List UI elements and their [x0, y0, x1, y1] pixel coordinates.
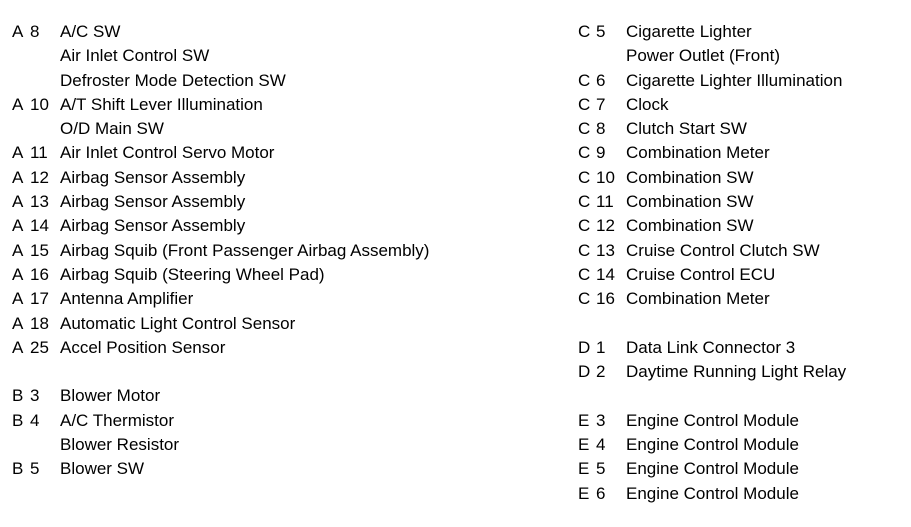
component-name: Airbag Sensor Assembly: [60, 192, 246, 212]
connector-letter: A: [12, 143, 24, 163]
connector-number: 4: [30, 410, 40, 430]
connector-number: 11: [596, 192, 614, 212]
component-row: [578, 409, 846, 433]
connector-number: 3: [30, 386, 40, 406]
connector-number: 17: [30, 289, 49, 309]
connector-letter: C: [578, 22, 591, 41]
component-name: Cigarette Lighter Illumination: [626, 70, 843, 90]
component-row: [12, 117, 429, 141]
connector-letter: E: [578, 435, 590, 455]
component-name: A/C SW: [60, 22, 121, 41]
connector-letter: E: [578, 459, 590, 479]
component-name: Clutch Start SW: [626, 119, 747, 139]
component-name: Combination SW: [626, 192, 754, 212]
connector-letter: E: [578, 483, 590, 503]
connector-number: 16: [596, 289, 615, 309]
component-row: [12, 457, 429, 481]
connector-number: [30, 44, 60, 68]
connector-number: 16: [30, 264, 49, 284]
connector-letter: A: [12, 313, 24, 333]
connector-letter: C: [578, 240, 591, 260]
component-name: Cigarette Lighter: [626, 22, 752, 41]
component-name: Blower SW: [60, 459, 145, 479]
component-name: Combination SW: [626, 216, 754, 236]
connector-letter: C: [578, 192, 591, 212]
component-name: Engine Control Module: [626, 483, 799, 503]
component-row: [578, 166, 846, 190]
connector-number: 18: [30, 313, 49, 333]
connector-letter: [578, 44, 596, 68]
connector-letter: D: [578, 362, 591, 382]
connector-letter: A: [12, 337, 24, 357]
component-row: [12, 20, 429, 44]
component-row: [12, 384, 429, 408]
connector-letter: A: [12, 94, 24, 114]
component-row: [12, 214, 429, 238]
connector-number: 25: [30, 337, 49, 357]
connector-number: 12: [30, 167, 49, 187]
component-name: Cruise Control Clutch SW: [626, 240, 820, 260]
component-name: Clock: [626, 94, 669, 114]
component-name: O/D Main SW: [60, 119, 164, 139]
connector-number: [30, 117, 60, 141]
connector-letter: C: [578, 70, 591, 90]
component-row: [578, 263, 846, 287]
connector-letter: [12, 69, 30, 93]
connector-number: 10: [30, 94, 49, 114]
component-row: [578, 20, 846, 44]
component-name: Accel Position Sensor: [60, 337, 226, 357]
component-name: Antenna Amplifier: [60, 289, 194, 309]
connector-number: 2: [596, 362, 606, 382]
component-row: [578, 384, 846, 408]
component-row: [578, 312, 846, 336]
component-name: A/T Shift Lever Illumination: [60, 94, 263, 114]
component-name: Airbag Sensor Assembly: [60, 216, 246, 236]
component-row: [12, 190, 429, 214]
connector-number: 13: [30, 192, 49, 212]
component-row: [12, 263, 429, 287]
connector-letter: B: [12, 386, 24, 406]
connector-letter: B: [12, 459, 24, 479]
connector-number: 7: [596, 94, 606, 114]
component-row: [578, 433, 846, 457]
component-row: [578, 287, 846, 311]
connector-letter: A: [12, 240, 24, 260]
component-name: Daytime Running Light Relay: [626, 362, 847, 382]
component-row: [578, 141, 846, 165]
connector-letter: [578, 312, 596, 336]
component-name: Automatic Light Control Sensor: [60, 313, 296, 333]
component-name: A/C Thermistor: [60, 410, 174, 430]
connector-letter: A: [12, 192, 24, 212]
component-row: [578, 117, 846, 141]
connector-letter: [578, 384, 596, 408]
component-row: [12, 287, 429, 311]
component-name: Airbag Squib (Front Passenger Airbag Assembly): [60, 240, 430, 260]
component-row: [12, 166, 429, 190]
connector-number: 8: [596, 119, 606, 139]
connector-number: [596, 44, 626, 68]
connector-number: 5: [596, 459, 606, 479]
connector-number: 4: [596, 435, 606, 455]
connector-number: 13: [596, 240, 615, 260]
component-row: [12, 433, 429, 457]
connector-number: 5: [30, 459, 40, 479]
connector-number: [596, 312, 626, 336]
component-row: [578, 93, 846, 117]
component-row: [578, 239, 846, 263]
component-name: Defroster Mode Detection SW: [60, 70, 286, 90]
connector-number: 3: [596, 410, 606, 430]
connector-number: [30, 69, 60, 93]
connector-letter: [12, 117, 30, 141]
component-row: [578, 360, 846, 384]
component-row: [12, 69, 429, 93]
component-name: Combination Meter: [626, 289, 770, 309]
component-name: Airbag Sensor Assembly: [60, 167, 246, 187]
component-row: [12, 336, 429, 360]
connector-number: 12: [596, 216, 615, 236]
connector-number: 15: [30, 240, 49, 260]
component-name: Cruise Control ECU: [626, 264, 776, 284]
connector-number: 6: [596, 70, 606, 90]
component-row: [578, 190, 846, 214]
connector-number: 14: [30, 216, 49, 236]
component-name: Combination SW: [626, 167, 754, 187]
connector-number: 14: [596, 264, 615, 284]
connector-letter: A: [12, 167, 24, 187]
connector-letter: B: [12, 410, 24, 430]
component-row: [578, 214, 846, 238]
connector-letter: [12, 44, 30, 68]
connector-letter: C: [578, 143, 591, 163]
component-row: [578, 457, 846, 481]
component-name: Blower Resistor: [60, 435, 180, 455]
connector-number: [596, 384, 626, 408]
component-name: Combination Meter: [626, 143, 770, 163]
connector-letter: A: [12, 264, 24, 284]
connector-letter: A: [12, 22, 24, 41]
component-name: Airbag Squib (Steering Wheel Pad): [60, 264, 325, 284]
component-name: Data Link Connector 3: [626, 337, 796, 357]
connector-number: 11: [30, 143, 48, 163]
connector-number: 8: [30, 22, 40, 41]
connector-number: 10: [596, 167, 615, 187]
connector-number: [30, 433, 60, 457]
component-row: [12, 44, 429, 68]
component-row: [12, 93, 429, 117]
component-row: [12, 239, 429, 263]
component-name: Air Inlet Control SW: [60, 46, 210, 66]
connector-letter: C: [578, 94, 591, 114]
component-row: [578, 482, 846, 506]
connector-number: [30, 360, 60, 384]
component-name: Engine Control Module: [626, 459, 799, 479]
component-row: [12, 360, 429, 384]
connector-number: 6: [596, 483, 606, 503]
right-column: [578, 20, 846, 506]
connector-letter: A: [12, 216, 24, 236]
connector-letter: C: [578, 289, 591, 309]
connector-number: 5: [596, 22, 606, 41]
component-row: [578, 44, 846, 68]
component-row: [12, 409, 429, 433]
connector-letter: C: [578, 119, 591, 139]
left-column: [12, 20, 429, 482]
component-row: [578, 336, 846, 360]
connector-letter: A: [12, 289, 24, 309]
component-name: Blower Motor: [60, 386, 161, 406]
connector-letter: C: [578, 264, 591, 284]
connector-letter: C: [578, 216, 591, 236]
component-name: Power Outlet (Front): [626, 46, 780, 66]
component-row: [12, 141, 429, 165]
connector-letter: [12, 433, 30, 457]
connector-number: 9: [596, 143, 606, 163]
connector-letter: [12, 360, 30, 384]
component-row: [578, 69, 846, 93]
connector-number: 1: [596, 337, 606, 357]
component-name: Engine Control Module: [626, 435, 799, 455]
component-row: [12, 312, 429, 336]
connector-letter: C: [578, 167, 591, 187]
component-name: Engine Control Module: [626, 410, 799, 430]
connector-letter: D: [578, 337, 591, 357]
component-name: Air Inlet Control Servo Motor: [60, 143, 275, 163]
connector-letter: E: [578, 410, 590, 430]
